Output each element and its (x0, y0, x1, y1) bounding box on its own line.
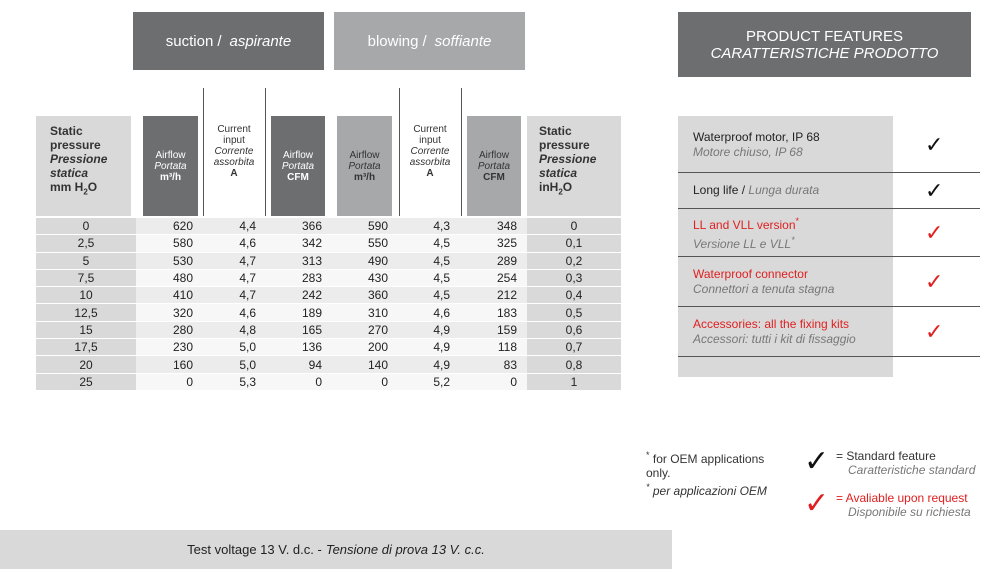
table-cell: 20 (36, 356, 136, 373)
divider-line (461, 88, 462, 216)
feature-name-it: Versione LL e VLL* (693, 234, 795, 251)
feature-name-en: LL and VLL version* (693, 215, 800, 232)
feature-name-en: Waterproof motor, IP 68 (693, 129, 820, 144)
blowing-sep: / (422, 32, 427, 50)
table-row (36, 269, 621, 286)
table-cell: 25 (36, 373, 136, 390)
table-cell: 165 (266, 321, 332, 338)
table-cell: 254 (464, 269, 527, 286)
blowing-current-header: Current input Corrente assorbita A (409, 124, 451, 179)
table-cell: 430 (332, 269, 400, 286)
blowing-header (334, 12, 525, 70)
table-cell: 5,2 (400, 373, 464, 390)
table-cell: 189 (266, 304, 332, 321)
legend-standard: = Standard feature Caratteristiche standard (836, 449, 976, 477)
suction-airflow-cfm-header: Airflow Portata CFM (271, 116, 325, 216)
table-cell: 2,5 (36, 235, 136, 252)
feature-name-it: Accessori: tutti i kit di fissaggio (693, 331, 856, 346)
divider-line (265, 88, 266, 216)
table-cell: 313 (266, 252, 332, 269)
table-cell: 530 (136, 252, 205, 269)
table-cell: 136 (266, 339, 332, 356)
footer-bar (0, 530, 672, 569)
table-cell: 0,8 (527, 356, 621, 373)
table-cell: 159 (464, 321, 527, 338)
static-pressure-in-header: Static pressure Pressione statica inH$_2$O (527, 116, 621, 216)
request-check-icon: ✓ (925, 219, 944, 245)
table-cell: 5,0 (205, 339, 266, 356)
divider-line (203, 88, 204, 216)
table-cell: 10 (36, 287, 136, 304)
table-cell: 320 (136, 304, 205, 321)
table-cell: 118 (464, 339, 527, 356)
legend-standard-check: ✓ (804, 445, 830, 478)
sp-l2: pressure (50, 138, 101, 152)
suction-sep: / (217, 32, 222, 50)
table-row (36, 218, 621, 235)
table-cell: 5,3 (205, 373, 266, 390)
table-cell: 480 (136, 269, 205, 286)
table-cell: 270 (332, 321, 400, 338)
table-cell: 4,9 (400, 339, 464, 356)
table-row (36, 287, 621, 304)
table-cell: 0 (136, 373, 205, 390)
feature-row (678, 117, 980, 173)
table-cell: 620 (136, 218, 205, 235)
table-cell: 4,5 (400, 252, 464, 269)
feature-name-it: Motore chiuso, IP 68 (693, 144, 803, 159)
table-row (36, 356, 621, 373)
table-cell: 0 (36, 218, 136, 235)
table-cell: 212 (464, 287, 527, 304)
table-cell: 366 (266, 218, 332, 235)
table-row (36, 235, 621, 252)
sp-l3: Pressione (50, 152, 108, 166)
table-cell: 0 (464, 373, 527, 390)
blowing-airflow-cfm-header: Airflow Portata CFM (467, 116, 521, 216)
table-cell: 17,5 (36, 339, 136, 356)
table-row (36, 321, 621, 338)
table-cell: 183 (464, 304, 527, 321)
feature-row (678, 209, 980, 257)
standard-check-icon: ✓ (925, 131, 944, 157)
table-row (36, 304, 621, 321)
suction-label-en: suction (165, 32, 214, 50)
sp-unit: mm $H_2O$ (50, 180, 98, 197)
table-cell: 4,5 (400, 235, 464, 252)
table-cell: 410 (136, 287, 205, 304)
table-cell: 283 (266, 269, 332, 286)
static-pressure-mm-header (36, 116, 131, 216)
table-cell: 289 (464, 252, 527, 269)
table-cell: 4,7 (205, 252, 266, 269)
suction-current-header: Current input Corrente assorbita A (213, 124, 255, 179)
table-cell: 0,3 (527, 269, 621, 286)
suction-airflow-m3h-header: Airflow Portata m³/h (143, 116, 198, 216)
table-row (36, 252, 621, 269)
blowing-airflow-m3h-header: Airflow Portata m³/h (337, 116, 392, 216)
table-cell: 4,4 (205, 218, 266, 235)
table-cell: 310 (332, 304, 400, 321)
blowing-label-it: soffiante (434, 32, 492, 50)
table-cell: 0,1 (527, 235, 621, 252)
table-cell: 4,6 (205, 304, 266, 321)
table-cell: 0 (527, 218, 621, 235)
suction-header (133, 12, 324, 70)
table-cell: 94 (266, 356, 332, 373)
features-title-en: PRODUCT FEATURES (746, 27, 903, 45)
table-cell: 0,2 (527, 252, 621, 269)
table-cell: 200 (332, 339, 400, 356)
table-cell: 1 (527, 373, 621, 390)
table-cell: 590 (332, 218, 400, 235)
table-cell: 4,5 (400, 269, 464, 286)
divider-line (399, 88, 400, 216)
table-cell: 4,8 (205, 321, 266, 338)
table-cell: 348 (464, 218, 527, 235)
table-cell: 280 (136, 321, 205, 338)
table-cell: 242 (266, 287, 332, 304)
table-cell: 0 (332, 373, 400, 390)
feature-name-en: Waterproof connector (693, 266, 808, 281)
table-cell: 0,4 (527, 287, 621, 304)
footer-en: Test voltage 13 V. d.c. - (187, 542, 322, 557)
feature-row (678, 173, 980, 209)
table-cell: 0,5 (527, 304, 621, 321)
product-features-header (678, 12, 971, 77)
standard-check-icon: ✓ (925, 177, 944, 203)
table-cell: 550 (332, 235, 400, 252)
table-cell: 4,9 (400, 356, 464, 373)
feature-name-it: Connettori a tenuta stagna (693, 281, 835, 296)
table-cell: 4,7 (205, 287, 266, 304)
feature-row (678, 307, 980, 357)
features-title-it: CARATTERISTICHE PRODOTTO (710, 44, 939, 62)
legend-request: = Avaliable upon request Disponibile su richiesta (836, 491, 971, 519)
oem-note: * for OEM applications only. * per applicazioni OEM (646, 450, 767, 498)
table-cell: 140 (332, 356, 400, 373)
table-cell: 342 (266, 235, 332, 252)
table-cell: 5 (36, 252, 136, 269)
table-cell: 4,9 (400, 321, 464, 338)
table-cell: 4,5 (400, 287, 464, 304)
table-cell: 7,5 (36, 269, 136, 286)
table-cell: 83 (464, 356, 527, 373)
table-cell: 325 (464, 235, 527, 252)
performance-table (36, 218, 621, 391)
table-cell: 4,3 (400, 218, 464, 235)
table-row (36, 373, 621, 390)
suction-label-it: aspirante (229, 32, 292, 50)
table-cell: 15 (36, 321, 136, 338)
table-cell: 4,7 (205, 269, 266, 286)
table-cell: 580 (136, 235, 205, 252)
footer-it: Tensione di prova 13 V. c.c. (325, 542, 485, 557)
table-cell: 230 (136, 339, 205, 356)
table-cell: 12,5 (36, 304, 136, 321)
table-cell: 360 (332, 287, 400, 304)
blowing-label-en: blowing (367, 32, 419, 50)
table-cell: 490 (332, 252, 400, 269)
table-cell: 4,6 (205, 235, 266, 252)
feature-row (678, 257, 980, 307)
sp-l1: Static (50, 124, 83, 138)
table-cell: 4,6 (400, 304, 464, 321)
sp-l4: statica (50, 166, 89, 180)
request-check-icon: ✓ (925, 318, 944, 344)
table-cell: 0,7 (527, 339, 621, 356)
legend-request-check: ✓ (804, 487, 830, 520)
table-row (36, 339, 621, 356)
table-cell: 0 (266, 373, 332, 390)
table-cell: 0,6 (527, 321, 621, 338)
table-cell: 5,0 (205, 356, 266, 373)
feature-name-en: Accessories: all the fixing kits (693, 316, 850, 331)
feature-name-en: Long life / Lunga durata (693, 183, 820, 197)
table-cell: 160 (136, 356, 205, 373)
request-check-icon: ✓ (925, 268, 944, 294)
